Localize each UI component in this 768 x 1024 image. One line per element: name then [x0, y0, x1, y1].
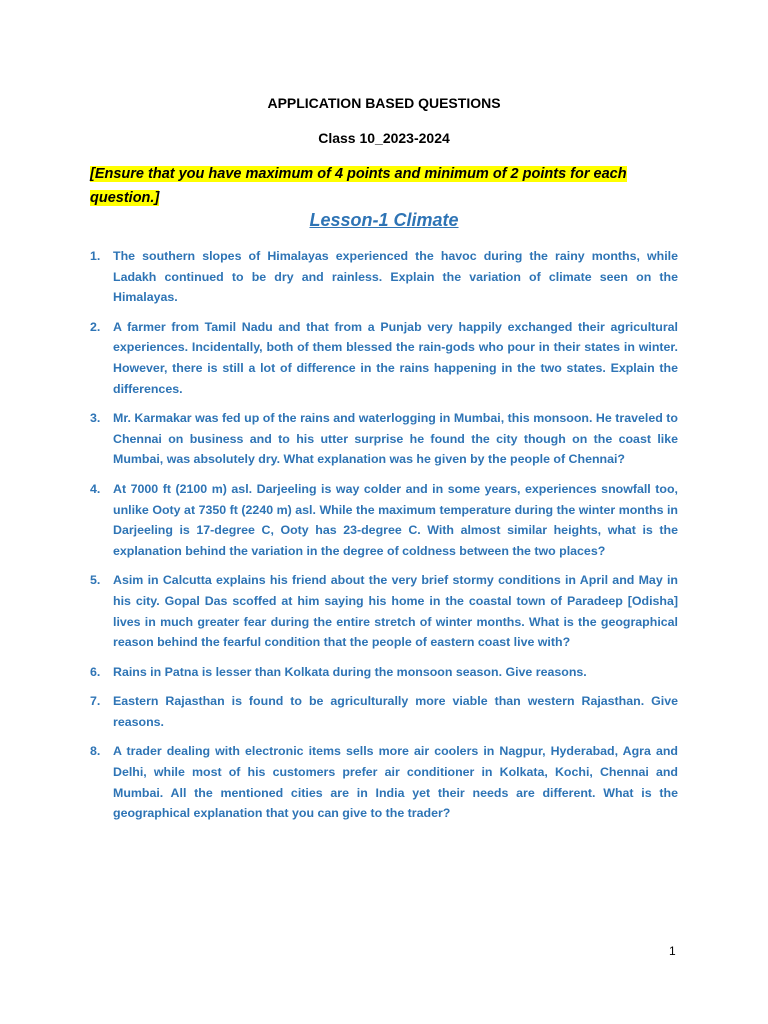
- question-list: [90, 246, 678, 833]
- question-item: [90, 246, 678, 308]
- question-text: Asim in Calcutta explains his friend about the very brief stormy conditions in April and May in his city. Gopal Das scoffed at him saying his home in the coastal town of Paradeep [Odisha] lives in much greater fear during the entire stretch of winter months. What is the geographical reason behind the fearful condition that the people of eastern coast live with?: [113, 573, 678, 650]
- question-text: A trader dealing with electronic items sells more air coolers in Nagpur, Hyderabad, Agra and Delhi, while most of his customers prefer air conditioner in Kolkata, Kochi, Chennai and Mumbai. All the mentioned cities are in India yet their needs are different. What is the geographical explanation that you can give to the trader?: [113, 744, 678, 821]
- question-item: [90, 570, 678, 652]
- question-number: 7.: [90, 694, 101, 709]
- question-item: [90, 691, 678, 732]
- question-text: At 7000 ft (2100 m) asl. Darjeeling is way colder and in some years, experiences snowfall too, unlike Ooty at 7350 ft (2240 m) asl. While the maximum temperature during the winter months in Darjeeling is 17-degree C, Ooty has 23-degree C. With almost similar heights, what is the explanation behind the variation in the degree of coldness between the two places?: [113, 481, 678, 558]
- document-subtitle: Class 10_2023-2024: [318, 130, 450, 146]
- question-number: 1.: [90, 249, 101, 263]
- question-item: [90, 479, 678, 561]
- question-number: 8.: [90, 744, 101, 759]
- question-text: A farmer from Tamil Nadu and that from a Punjab very happily exchanged their agricultural experiences. Incidentally, both of them blessed the rain-gods who pour in their states in winter. However, there is still a lot of difference in the rains happening in the two states. Explain the differences.: [113, 319, 678, 396]
- question-number: 5.: [90, 573, 101, 588]
- question-text: The southern slopes of Himalayas experienced the havoc during the rainy months, while Ladakh continued to be dry and rainless. Explain the variation of climate seen on the Himalayas.: [113, 249, 678, 305]
- document-title: APPLICATION BASED QUESTIONS: [267, 95, 501, 111]
- question-number: 4.: [90, 481, 101, 496]
- lesson-title: Lesson-1 Climate: [309, 210, 459, 230]
- page-number: 1: [669, 944, 676, 958]
- question-text: Eastern Rajasthan is found to be agriculturally more viable than western Rajasthan. Give reasons.: [113, 694, 678, 729]
- question-number: 6.: [90, 664, 101, 679]
- question-number: 2.: [90, 319, 101, 334]
- question-item: [90, 408, 678, 470]
- highlighted-instruction-text: [Ensure that you have maximum of 4 points and minimum of 2 points for each question.]: [90, 166, 627, 206]
- question-number: 3.: [90, 411, 101, 426]
- question-item: [90, 662, 678, 683]
- question-item: [90, 741, 678, 823]
- question-text: Rains in Patna is lesser than Kolkata during the monsoon season. Give reasons.: [113, 664, 587, 679]
- question-item: [90, 317, 678, 399]
- question-text: Mr. Karmakar was fed up of the rains and waterlogging in Mumbai, this monsoon. He traveled to Chennai on business and to his utter surprise he found the city though on the coast like Mumbai, was absolutely dry. What explanation was he given by the people of Chennai?: [113, 411, 678, 467]
- instruction-note: [90, 162, 680, 210]
